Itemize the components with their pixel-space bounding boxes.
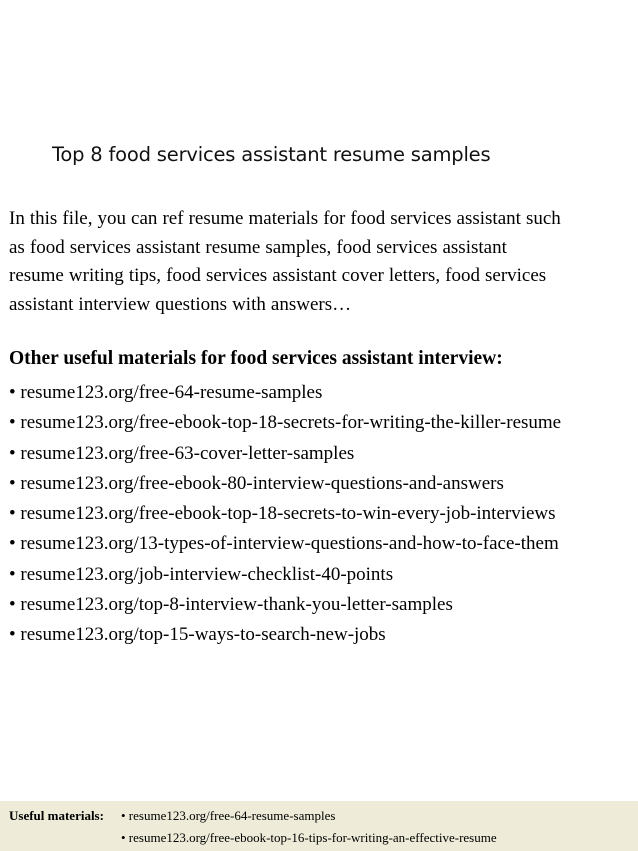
intro-line: as food services assistant resume samples, food services assistant bbox=[9, 236, 507, 258]
intro-line: In this file, you can ref resume materials for food services assistant such bbox=[9, 208, 561, 229]
list-item[interactable]: • resume123.org/free-ebook-top-18-secrets-for-writing-the-killer-resume bbox=[9, 412, 562, 434]
footer-link[interactable]: • resume123.org/free-64-resume-samples bbox=[121, 808, 336, 823]
materials-list bbox=[9, 378, 561, 651]
list-item[interactable]: • resume123.org/job-interview-checklist-40-points bbox=[9, 563, 394, 585]
footer-label-text: Useful materials bbox=[9, 808, 100, 823]
intro-line: assistant interview questions with answers… bbox=[9, 293, 352, 315]
list-item[interactable]: • resume123.org/top-15-ways-to-search-new-jobs bbox=[9, 624, 386, 646]
footer-label-separator: : bbox=[99, 808, 104, 823]
list-item[interactable]: • resume123.org/free-63-cover-letter-samples bbox=[9, 442, 355, 464]
page-title: Top 8 food services assistant resume samples bbox=[52, 143, 491, 166]
footer-bar bbox=[0, 801, 638, 851]
intro-line: resume writing tips, food services assistant cover letters, food services bbox=[9, 265, 547, 286]
list-item[interactable]: • resume123.org/free-ebook-top-18-secrets-to-win-every-job-interviews bbox=[9, 503, 556, 525]
section-heading: Other useful materials for food services assistant interview: bbox=[9, 348, 503, 369]
list-item[interactable]: • resume123.org/top-8-interview-thank-you-letter-samples bbox=[9, 594, 453, 616]
list-item[interactable]: • resume123.org/free-ebook-80-interview-questions-and-answers bbox=[9, 472, 504, 494]
footer-label bbox=[9, 808, 104, 824]
footer-link[interactable]: • resume123.org/free-ebook-top-16-tips-for-writing-an-effective-resume bbox=[121, 830, 497, 845]
intro-paragraph bbox=[9, 205, 629, 319]
list-item[interactable]: • resume123.org/free-64-resume-samples bbox=[9, 382, 323, 403]
list-item[interactable]: • resume123.org/13-types-of-interview-questions-and-how-to-face-them bbox=[9, 533, 559, 555]
